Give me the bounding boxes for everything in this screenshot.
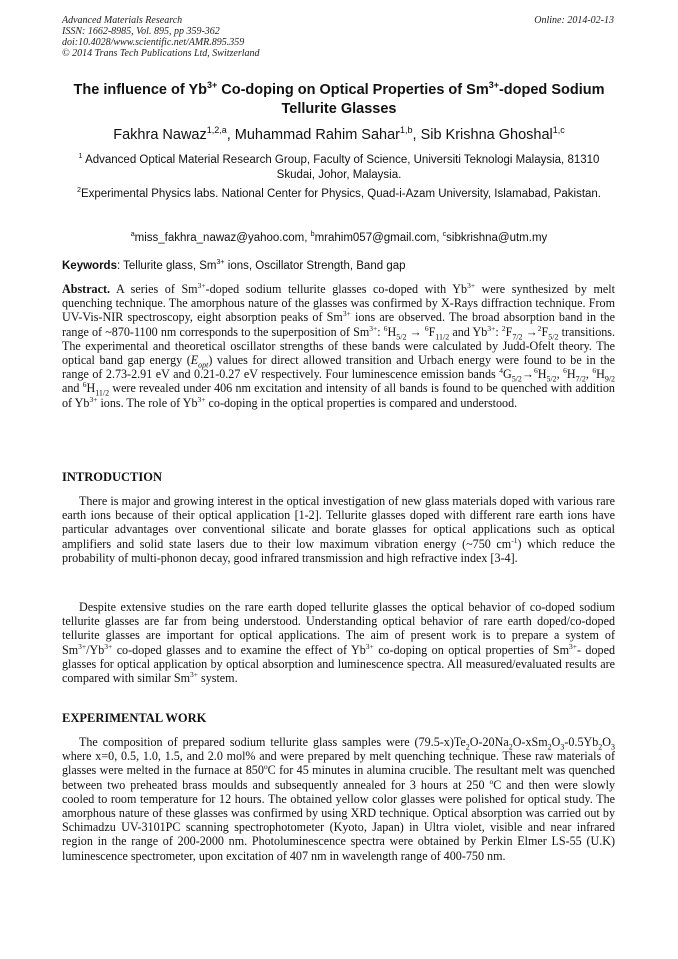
intro-paragraph-1: There is major and growing interest in the optical investigation of new glass materials doped with various rare earth ions because of their optical application [1-2]. Tellurite glasses doped with different rare earth ions have particular advantages over conventional silicate and borate glasses for optical applications such as optical amplifiers and solid state lasers due to their low maximum vibration energy (~750 $cm^{-1}$) which reduce the probability of multi-phonon decay, good infrared transmission and high refractive index [3-4]. <box>62 494 616 565</box>
abstract-label: Abstract. <box>62 282 111 296</box>
copyright-line: © 2014 Trans Tech Publications Ltd, Switzerland <box>62 48 260 59</box>
doi-line: doi:10.4028/www.scientific.net/AMR.895.359 <box>62 37 245 48</box>
email-link[interactable]: miss_fakhra_nawaz@yahoo.com <box>134 232 305 244</box>
affiliation-2: $^2$Experimental Physics labs. National Center for Physics, Quad-i-Azam University, Islamabad, Pakistan. <box>76 186 601 200</box>
keywords: Keywords: Tellurite glass, $Sm^{3+}$ ions, Oscillator Strength, Band gap <box>62 258 406 272</box>
email-link[interactable]: sibkrishna@utm.my <box>446 232 548 244</box>
issn-line: ISSN: 1662-8985, Vol. 895, pp 359-362 <box>62 26 220 37</box>
author-name: Muhammad Rahim Sahar <box>234 127 400 143</box>
email-link[interactable]: mrahim057@gmail.com <box>314 232 437 244</box>
section-heading-introduction: INTRODUCTION <box>62 470 163 484</box>
journal-header <box>62 15 260 59</box>
paper-title: The influence of $Yb^{3+}$ Co-doping on Optical Properties of $Sm^{3+}$-doped Sodium Tellurite Glasses <box>73 80 605 117</box>
intro-paragraph-2: Despite extensive studies on the rare earth doped tellurite glasses the optical behavior of co-doped sodium tellurite glasses are far from being understood. Understanding optical behavior of rare earth doped/co-doped tellurite glasses are important for optical applications. The aim of present work is to prepare a system of $Sm^{3+}/Yb^{3+}$ co-doped glasses and to examine the effect of $Yb^{3+}$ co-doping on optical properties of $Sm^{3+}-$ doped glasses for optical application by optical absorption and luminescence spectra. All measured/evaluated results are compared with similar $Sm^{3+}$ system. <box>62 600 615 686</box>
experimental-paragraph: The composition of prepared sodium tellurite glass samples were $(79.5-x)Te_2O-20Na_2O-xSm_2O_3-0.5Yb_2O_3$ where x=0, 0.5, 1.0, 1.5, and 2.0 mol% and were prepared by melt quenching technique. These raw materials of glasses were melted in the furnace at 850$^o$C for 45 minutes in alumina crucible. The resultant melt was quenched between two preheated brass moulds and subsequently annealed for 3 hours at 250 $^o$C and then were slowly cooled to room temperature for 12 hours. The obtained yellow color glasses were polished for optical study. The amorphous nature of these glasses was confirmed by using XRD technique. Optical absorption was carried out by Schimadzu UV-3101PC scanning spectrophotometer (Kyoto, Japan) in Ultra violet, visible and near infrared region in the range of 200-2000 nm. Photoluminescence spectra were obtained by Perkin Elmer LS-55 (U.K) luminescence spectrometer, upon excitation of 407 nm in wavelength range of 400-750 nm. <box>62 735 616 863</box>
author-list: Fakhra Nawaz$^{1,2,a}$, Muhammad Rahim Sahar$^{1,b}$, Sib Krishna Ghoshal$^{1,c}$ <box>113 125 565 143</box>
author-name: Sib Krishna Ghoshal <box>420 127 553 143</box>
author-name: Fakhra Nawaz <box>113 127 207 143</box>
affiliation-1: $^1$ Advanced Optical Material Research Group, Faculty of Science, Universiti Teknologi Malaysia, 81310 Skudai, Johor, Malaysia. <box>78 152 600 181</box>
section-heading-experimental: EXPERIMENTAL WORK <box>62 711 207 725</box>
online-date: Online: 2014-02-13 <box>534 15 614 26</box>
abstract-paragraph: Abstract. A series of $Sm^{3+}$-doped sodium tellurite glasses co-doped with $Yb^{3+}$ were synthesized by melt quenching technique. The amorphous nature of the glasses was confirmed by X-Rays diffraction technique. From UV-Vis-NIR spectroscopy, eight absorption peaks of $Sm^{3+}$ ions are observed. The broad absorption band in the range of ~870-1100 nm corresponds to the superposition of $Sm^{3+}$: $^6H_{5/2} \to ^6F_{11/2}$ and $Yb^{3+}$: $^2F_{7/2} \to^2F_{5/2}$ transitions. The experimental and theoretical oscillator strengths of these bands were calculated by Judd-Ofelt theory. The optical band gap energy $(E_{opt})$ values for direct allowed transition and Urbach energy were found to be in the range of 2.73-2.91 eV and 0.21-0.27 eV respectively. Four luminescence emission bands $^4G_{5/2}\to^6H_{5/2}$, $^6H_{7/2}$, $^6H_{9/2}$ and $^6H_{11/2}$ were revealed under 406 nm excitation and intensity of all bands is found to be quenched with addition of $Yb^{3+}$ ions. The role of $Yb^{3+}$ co-doping in the optical properties is compared and understood. <box>62 280 616 410</box>
email-list: $^a$miss_fakhra_nawaz@yahoo.com, $^b$mrahim057@gmail.com, $^c$sibkrishna@utm.my <box>130 230 548 244</box>
keywords-label: Keywords <box>62 260 117 272</box>
journal-name: Advanced Materials Research <box>62 15 183 26</box>
